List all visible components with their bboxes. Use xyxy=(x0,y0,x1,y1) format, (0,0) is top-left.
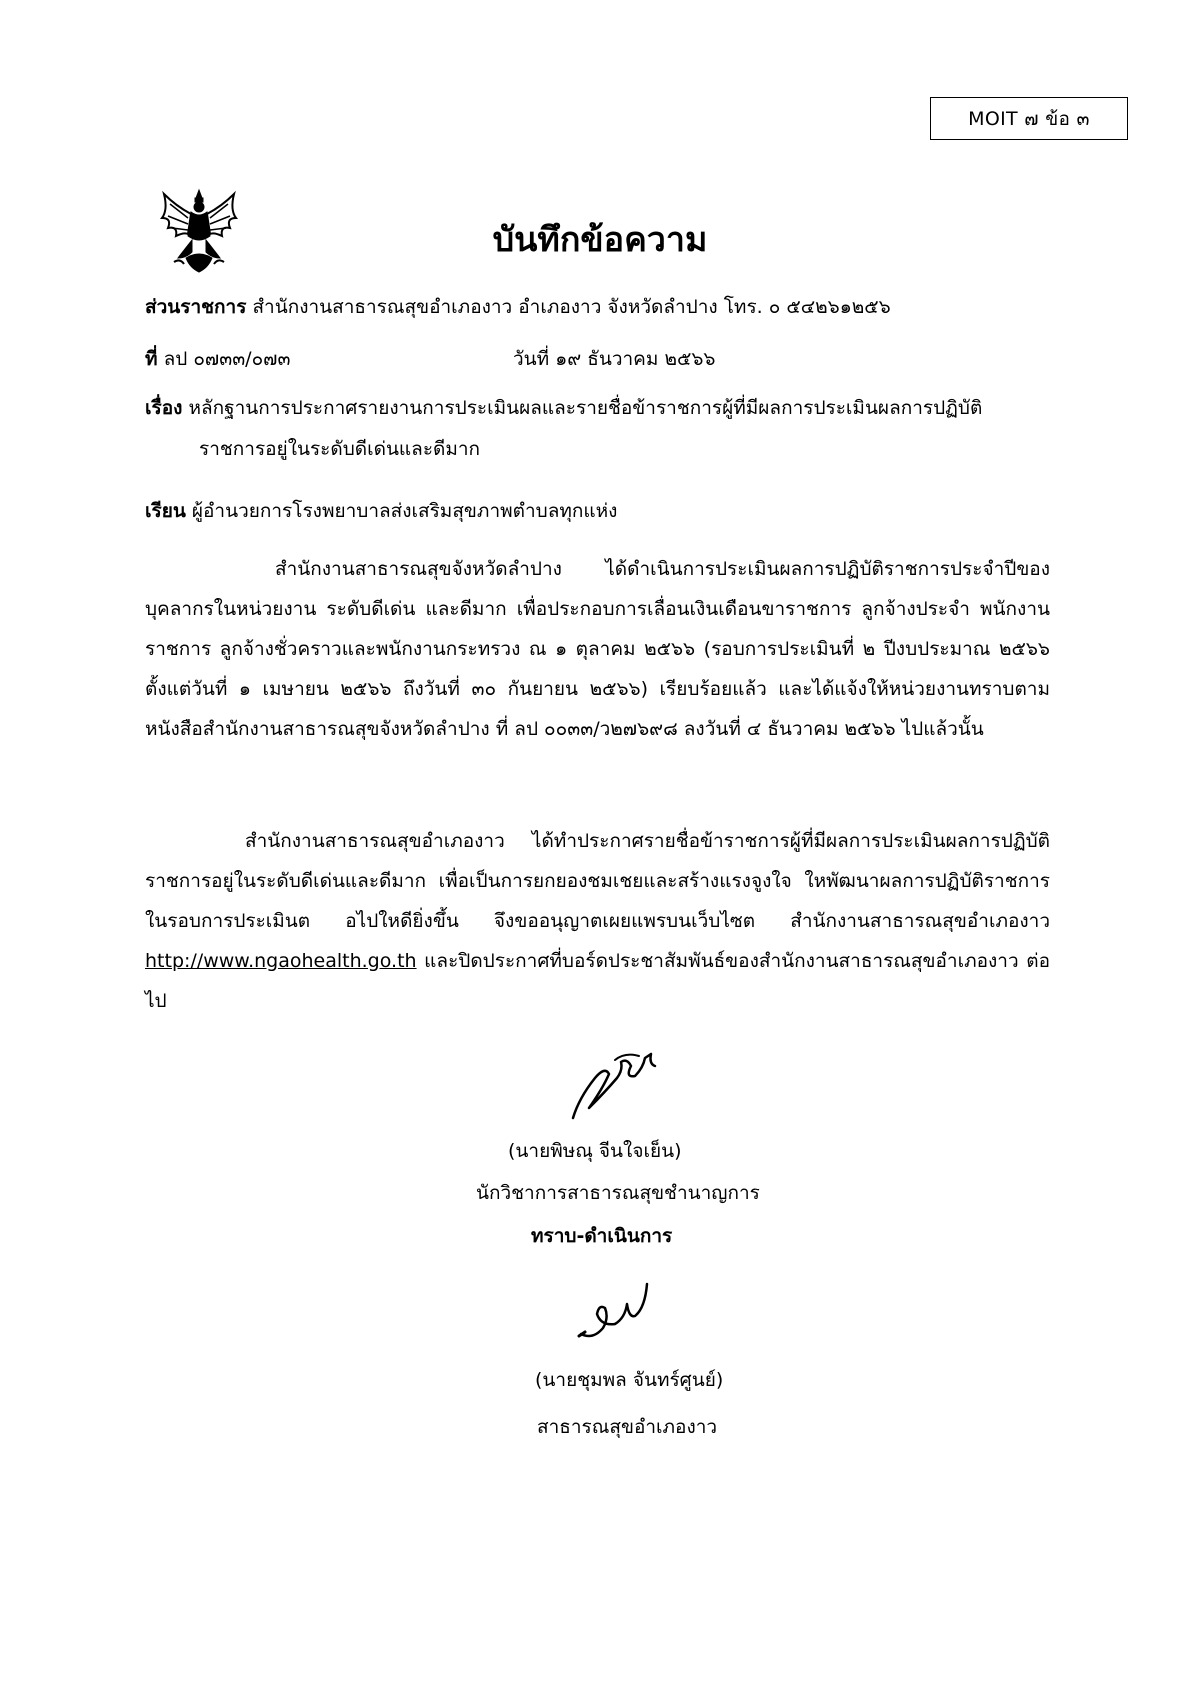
garuda-emblem-icon xyxy=(158,188,240,274)
date-field xyxy=(513,344,715,374)
paragraph-2-after-link: และปิดประกาศที่บอร์ดประชาสัมพันธ์ของสำนักงานสาธารณสุขอำเภองาว ต่อไป xyxy=(145,950,1050,1012)
moit-code-box xyxy=(930,97,1128,140)
signer-2-title: สาธารณสุขอำเภองาว xyxy=(537,1416,718,1438)
website-link[interactable]: http://www.ngaohealth.go.th xyxy=(145,950,417,972)
date-label: วันที่ xyxy=(513,348,550,370)
signer-2-name: (นายชุมพล จันทร์ศูนย์) xyxy=(535,1369,724,1391)
reference-line xyxy=(145,344,716,374)
document-title: บันทึกข้อความ xyxy=(492,220,708,260)
agency-value: สำนักงานสาธารณสุขอำเภองาว อำเภองาว จังหวัดลำปาง โทร. ๐ ๕๔๒๖๑๒๕๖ xyxy=(252,296,891,318)
recipient-value: ผู้อำนวยการโรงพยาบาลส่งเสริมสุขภาพตำบลทุกแห่ง xyxy=(191,500,618,522)
agency-label: ส่วนราชการ xyxy=(145,296,247,318)
reference-label: ที่ xyxy=(145,348,158,370)
signer-1-title: นักวิชาการสาธารณสุขชำนาญการ xyxy=(476,1182,760,1204)
body-paragraph-2 xyxy=(145,821,1050,1021)
signer-1-name: (นายพิษณุ จีนใจเย็น) xyxy=(508,1140,682,1162)
paragraph-1-text: สำนักงานสาธารณสุขจังหวัดลำปาง ได้ดำเนินการประเมินผลการปฏิบัติราชการประจำปีของบุคลากรในหน่วยงาน ระดับดีเด่น และดีมาก เพื่อประกอบการเลื่อนเงินเดือนขาราชการ ลูกจ้างประจำ พนักงานราชการ ลูกจ้างชั่วคราวและพนักงานกระทรวง ณ ๑ ตุลาคม ๒๕๖๖ (รอบการประเมินที่ ๒ ปีงบประมาณ ๒๕๖๖ ตั้งแต่วันที่ ๑ เมษายน ๒๕๖๖ ถึงวันที่ ๓๐ กันยายน ๒๕๖๖) เรียบร้อยแล้ว และได้แจ้งให้หน่วยงานทราบตาม หนังสือสำนักงานสาธารณสุขจังหวัดลำปาง ที่ ลป ๐๐๓๓/ว๒๗๖๙๘ ลงวันที่ ๔ ธันวาคม ๒๕๖๖ ไปแล้วนั้น xyxy=(145,558,1050,740)
subject-text-line1: หลักฐานการประกาศรายงานการประเมินผลและรายชื่อข้าราชการผู้ที่มีผลการประเมินผลการปฏิบัติ xyxy=(188,397,983,419)
action-note: ทราบ-ดำเนินการ xyxy=(531,1225,673,1247)
reference-value: ลป ๐๗๓๓/๐๗๓ xyxy=(163,348,291,370)
paragraph-2-before-link: สำนักงานสาธารณสุขอำเภองาว ได้ทำประกาศรายชื่อข้าราชการผู้ที่มีผลการประเมินผลการปฏิบัติราชการอยู่ในระดับดีเด่นและดีมาก เพื่อเป็นการยกยองชมเชยและสร้างแรงจูงใจ ใหพัฒนาผลการปฏิบัติราชการในรอบการประเมินต อไปใหดียิ่งขึ้น จึงขออนุญาตเผยแพรบนเว็บไซต สำนักงานสาธารณสุขอำเภองาว xyxy=(145,830,1050,932)
subject-text-line2: ราชการอยู่ในระดับดีเด่นและดีมาก xyxy=(199,438,481,460)
body-paragraph-1 xyxy=(145,549,1050,749)
agency-line xyxy=(145,292,891,322)
date-value: ๑๙ ธันวาคม ๒๕๖๖ xyxy=(555,348,716,370)
signature-1-icon xyxy=(565,1048,665,1123)
recipient-line xyxy=(145,496,617,526)
signature-2-icon xyxy=(575,1278,665,1348)
subject-line xyxy=(145,393,982,423)
paragraph-2-text xyxy=(145,821,1050,1021)
subject-label: เรื่อง xyxy=(145,397,183,419)
recipient-label: เรียน xyxy=(145,500,186,522)
moit-code-text: MOIT ๗ ข้อ ๓ xyxy=(968,107,1090,130)
